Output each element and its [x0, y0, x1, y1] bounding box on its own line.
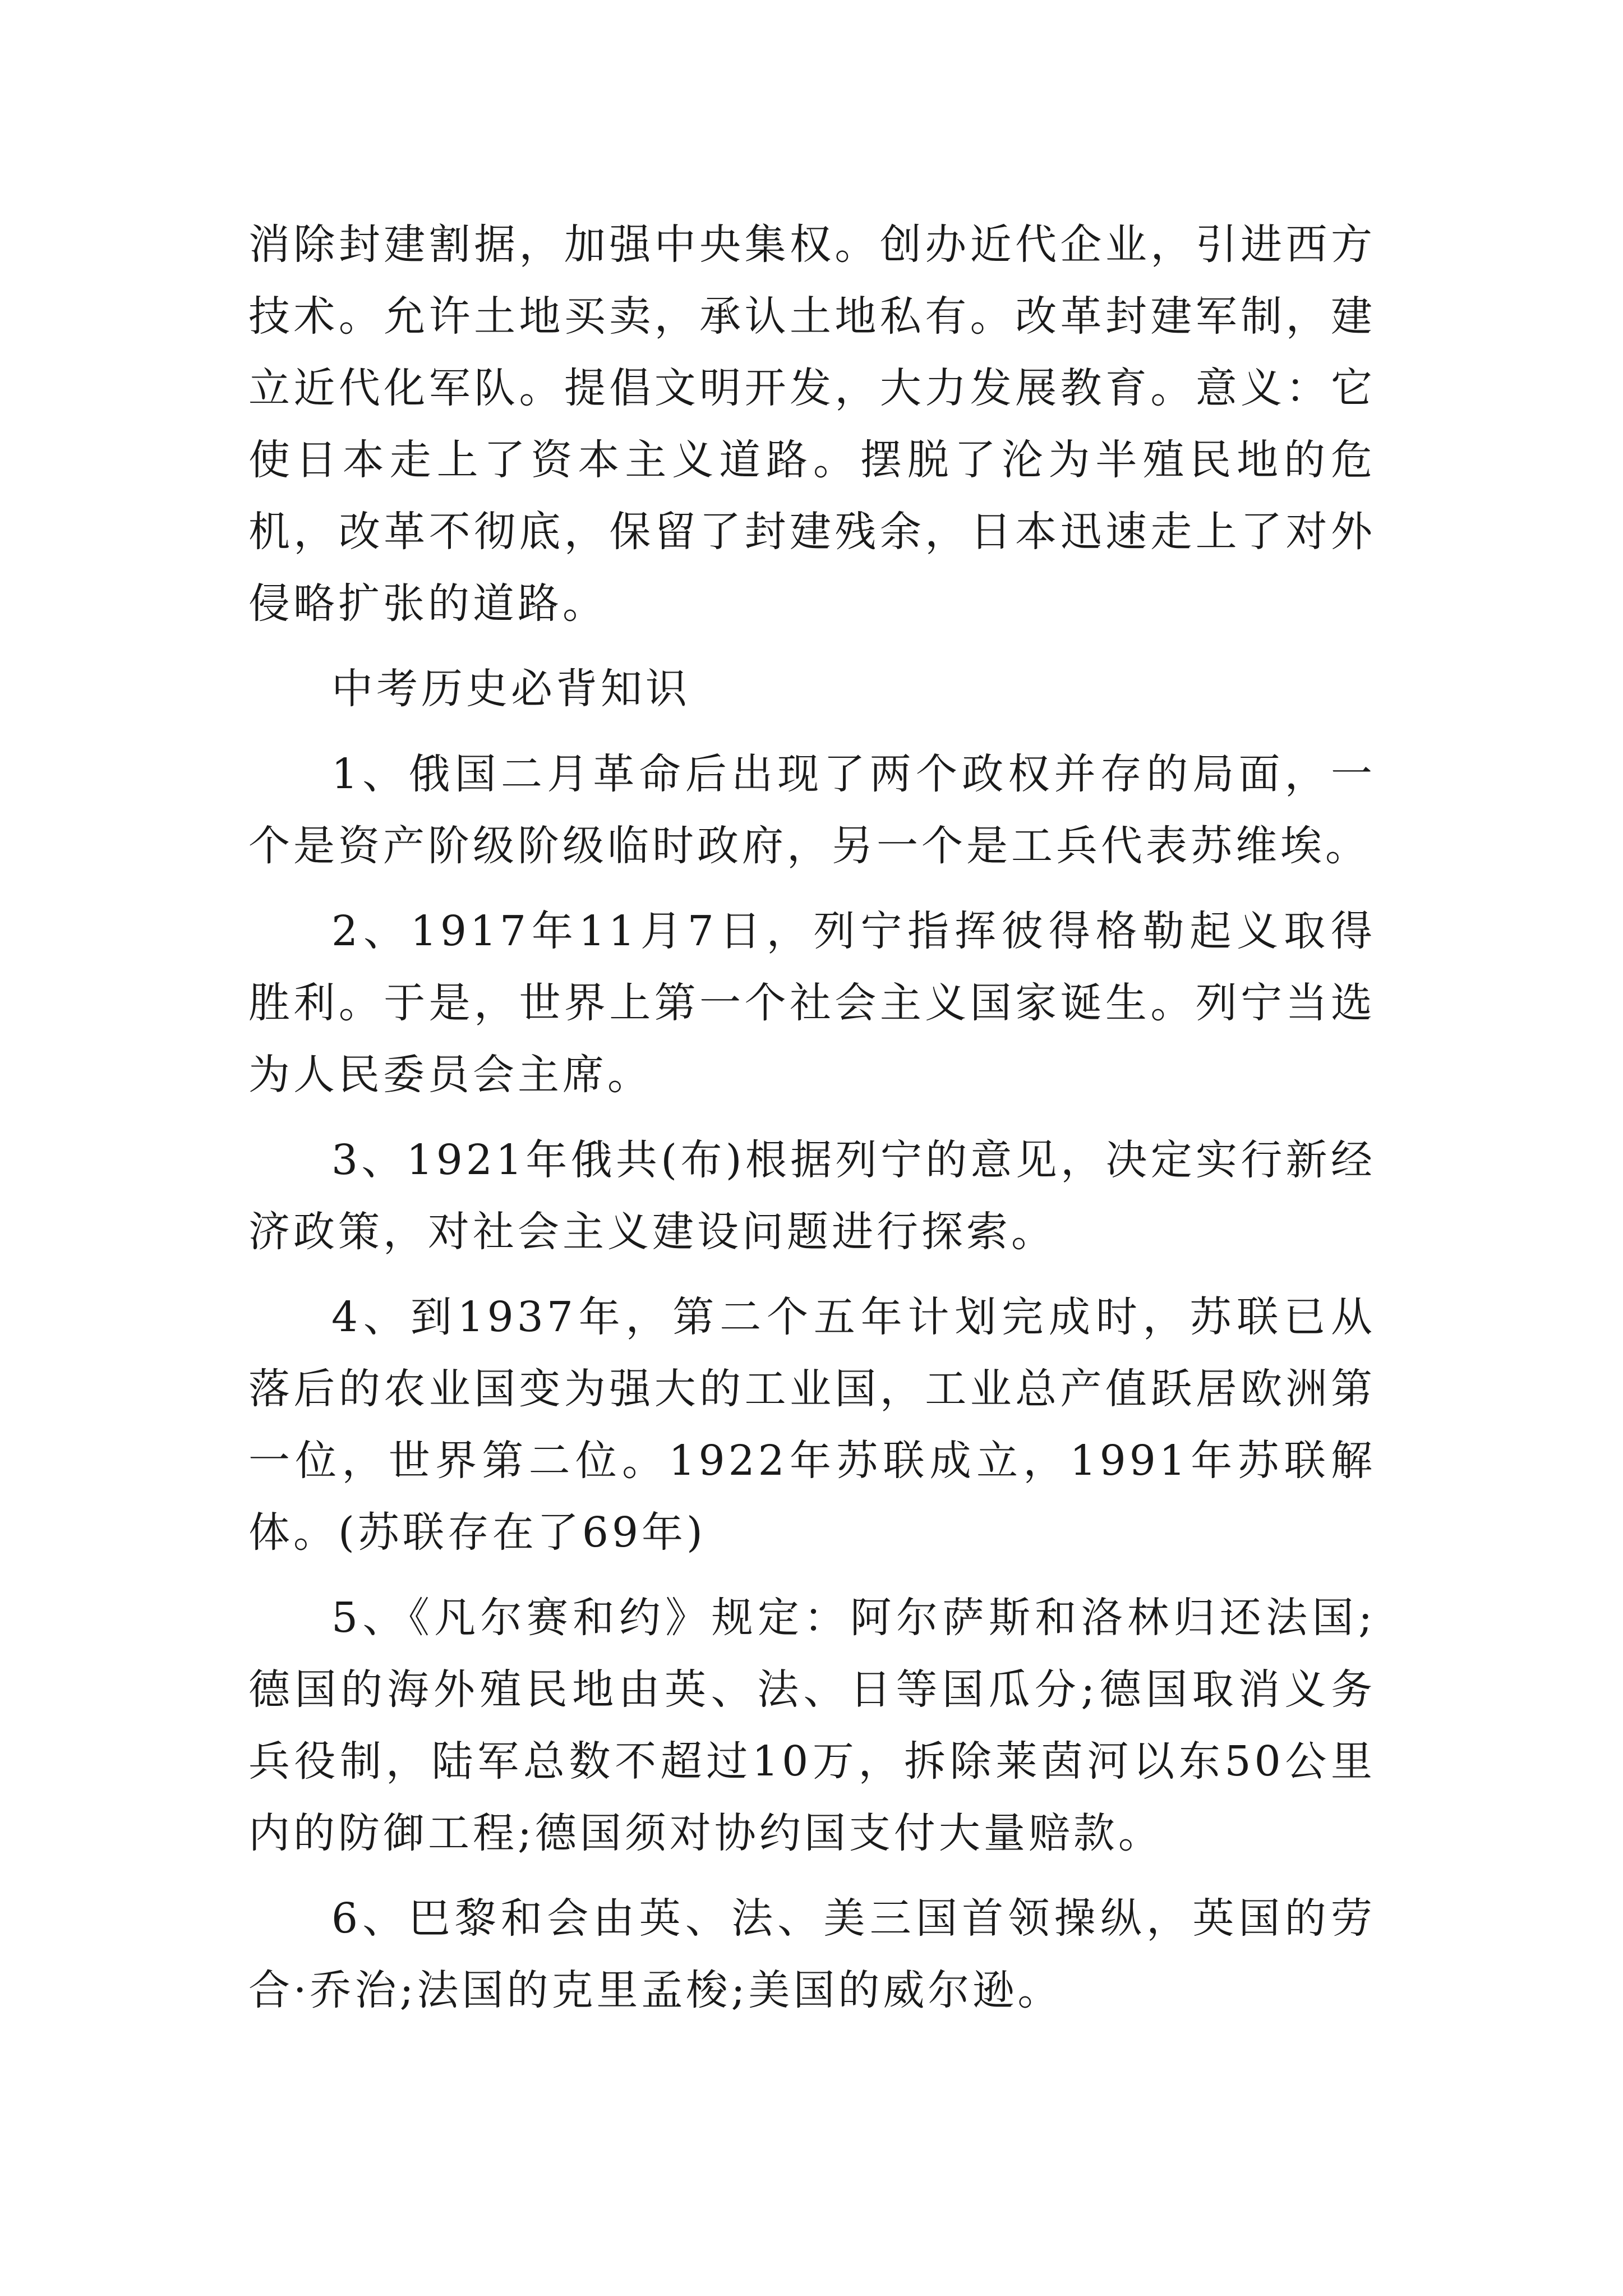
document-body: [248, 209, 1376, 2026]
paragraph-meiji-reform-content: 消除封建割据，加强中央集权。创办近代企业，引进西方技术。允许土地买卖，承认土地私有。改革封建军制，建立近代化军队。提倡文明开发，大力发展教育。意义：它使日本走上了资本主义道路。摆脱了沦为半殖民地的危机，改革不彻底，保留了封建残余，日本迅速走上了对外侵略扩张的道路。: [248, 220, 1376, 628]
list-item-4: 4、到1937年，第二个五年计划完成时，苏联已从落后的农业国变为强大的工业国，工业总产值跃居欧洲第一位，世界第二位。1922年苏联成立，1991年苏联解体。(苏联存在了69年): [248, 1293, 1376, 1557]
list-item-2: 2、1917年11月7日，列宁指挥彼得格勒起义取得胜利。于是，世界上第一个社会主义国家诞生。列宁当选为人民委员会主席。: [248, 907, 1376, 1099]
section-heading: 中考历史必背知识: [331, 665, 690, 713]
list-item-6: 6、巴黎和会由英、法、美三国首领操纵，英国的劳合·乔治;法国的克里孟梭;美国的威尔逊。: [248, 1894, 1376, 2014]
list-item-3: 3、1921年俄共(布)根据列宁的意见，决定实行新经济政策，对社会主义建设问题进行探索。: [248, 1136, 1376, 1256]
list-item-5: 5、《凡尔赛和约》规定：阿尔萨斯和洛林归还法国;德国的海外殖民地由英、法、日等国瓜分;德国取消义务兵役制，陆军总数不超过10万，拆除莱茵河以东50公里内的防御工程;德国须对协约国支付大量赔款。: [248, 1594, 1376, 1857]
list-item-1: 1、俄国二月革命后出现了两个政权并存的局面，一个是资产阶级阶级临时政府，另一个是工兵代表苏维埃。: [248, 750, 1376, 870]
